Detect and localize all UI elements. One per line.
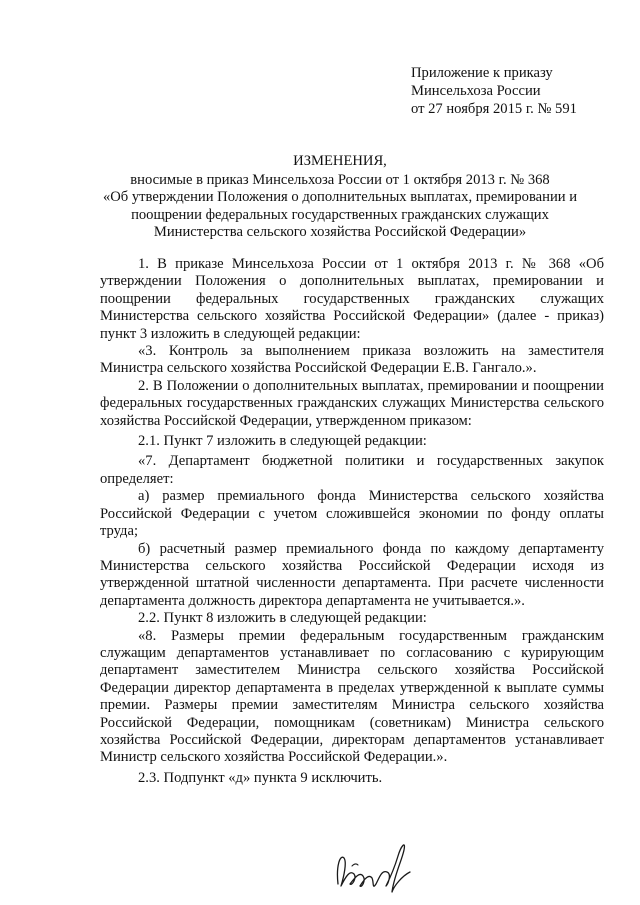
paragraph-5: «7. Департамент бюджетной политики и государственных закупок определяет:: [100, 453, 604, 487]
document-title: ИЗМЕНЕНИЯ,: [293, 153, 387, 169]
paragraph-8: 2.2. Пункт 8 изложить в следующей редакции:: [138, 610, 427, 627]
appendix-note: [411, 64, 577, 118]
heading-line-3: поощрении федеральных государственных гражданских служащих: [131, 206, 549, 223]
paragraph-2: «3. Контроль за выполнением приказа возложить на заместителя Министра сельского хозяйства Российской Федерации Е.В. Гангало.».: [100, 343, 604, 377]
paragraph-4: 2.1. Пункт 7 изложить в следующей редакции:: [138, 433, 427, 450]
paragraph-9: «8. Размеры премии федеральным государственным гражданским служащим департаментов устанавливает по согласованию с курирующим департамент заместителем Министра сельского хозяйства Российской Федерации директор департамента в пределах утвержденной к выплате суммы премии. Размеры премии заместителям Министра сельского хозяйства Российской Федерации, помощникам (советникам) Министра сельского хозяйства Российской Федерации, директорам департаментов устанавливает Министр сельского хозяйства Российской Федерации.».: [100, 627, 604, 766]
appendix-line-2: Минсельхоза России: [411, 83, 541, 99]
signature: [332, 836, 416, 896]
document-body: [100, 256, 604, 787]
paragraph-3: 2. В Положении о дополнительных выплатах, премировании и поощрении федеральных государственных гражданских служащих Министерства сельского хозяйства Российской Федерации, утвержденном приказом:: [100, 377, 604, 429]
paragraph-6: а) размер премиального фонда Министерства сельского хозяйства Российской Федерации с учетом сложившейся экономии по фонду оплаты труда;: [100, 488, 604, 540]
heading-line-1: вносимые в приказ Минсельхоза России от 1 октября 2013 г. № 368: [130, 171, 550, 188]
heading-line-4: Министерства сельского хозяйства Российской Федерации»: [153, 224, 527, 240]
heading-line-2: «Об утверждении Положения о дополнительных выплатах, премировании и: [102, 189, 578, 205]
appendix-line-1: Приложение к приказу: [411, 65, 553, 81]
paragraph-10: 2.3. Подпункт «д» пункта 9 исключить.: [138, 769, 383, 786]
document-heading: [60, 153, 620, 242]
paragraph-7: б) расчетный размер премиального фонда по каждому департаменту Министерства сельского хозяйства Российской Федерации исходя из утвержденной штатной численности департамента. При расчете численности департамента должность директора департамента не учитывается.».: [100, 540, 604, 609]
paragraph-1: 1. В приказе Минсельхоза России от 1 октября 2013 г. № 368 «Об утверждении Положения о дополнительных выплатах, премировании и поощрении федеральных государственных гражданских служащих Министерства сельского хозяйства Российской Федерации» (далее - приказ) пункт 3 изложить в следующей редакции:: [100, 256, 604, 342]
appendix-line-3: от 27 ноября 2015 г. № 591: [411, 101, 577, 117]
